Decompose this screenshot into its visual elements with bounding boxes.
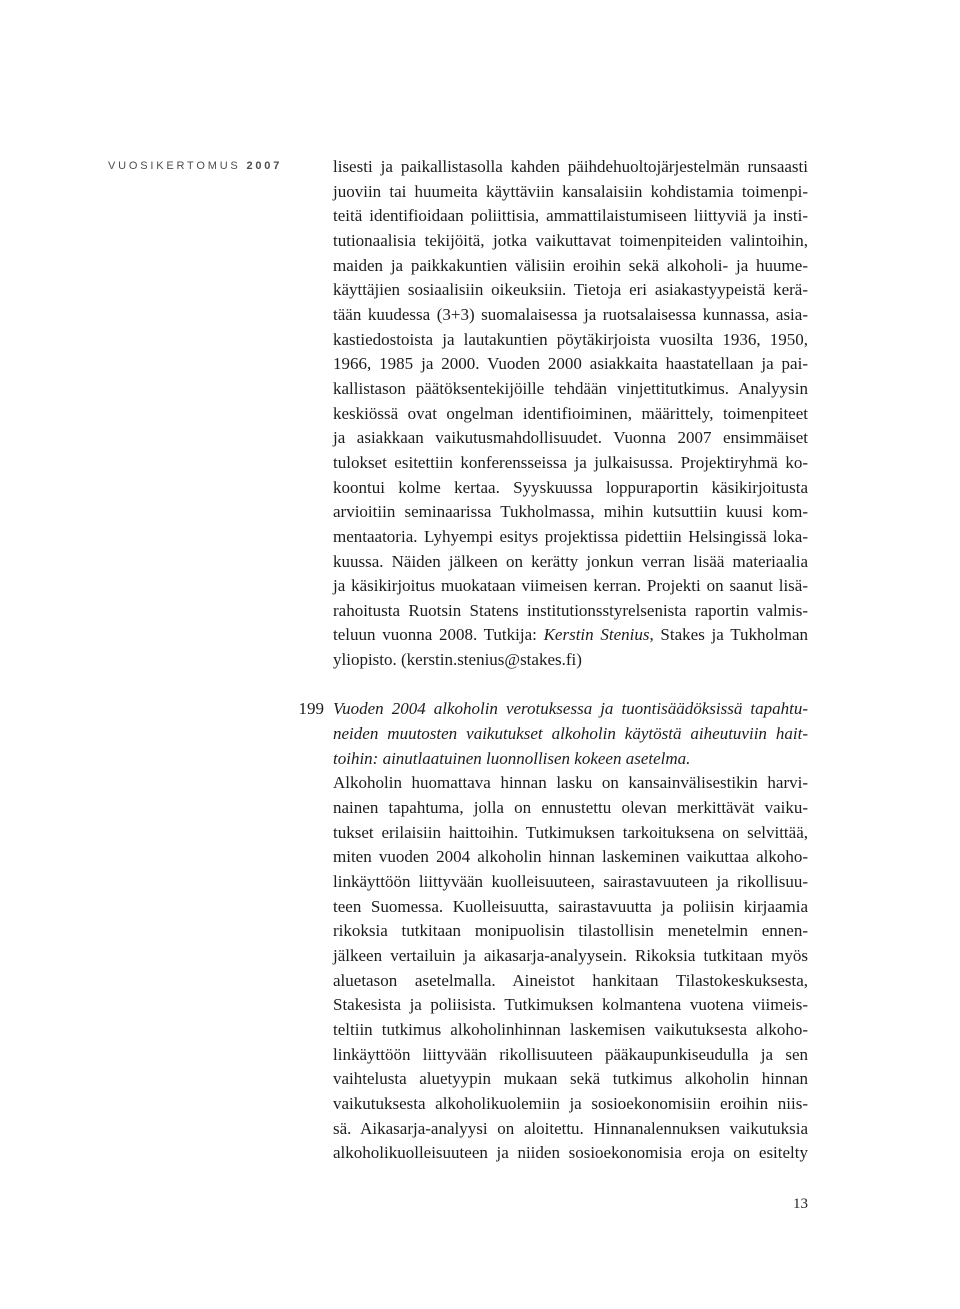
text-line: kallistason päätöksentekijöille tehdään vinjettitutkimus. Analyysin (333, 378, 808, 398)
project-entry (298, 697, 808, 1165)
text-line: vaihtelusta aluetyypin mukaan sekä tutkimus alkoholin hinnan (333, 1069, 808, 1089)
text-line: keskiössä ovat ongelman identifioiminen, määrittely, toimenpiteet (333, 403, 808, 423)
text-line: tään kuudessa (3+3) suomalaisessa ja ruotsalaisessa kunnassa, asia- (333, 304, 808, 324)
text-line: käyttäjien sosiaalisiin oikeuksiin. Tietoja eri asiakastyypeistä kerä- (333, 280, 808, 300)
text-line: alkoholikuolleisuuteen ja niiden sosioekonomisia eroja on esitelty (333, 1143, 808, 1163)
text-line: Alkoholin huomattava hinnan lasku on kansainvälisestikin harvi- (333, 773, 808, 793)
text-line: miten vuoden 2004 alkoholin hinnan laskeminen vaikuttaa alkoho- (333, 847, 808, 867)
text-line: tutionaalisia tekijöitä, jotka vaikuttavat toimenpiteiden valintoihin, (333, 230, 808, 250)
text-line: 1966, 1985 ja 2000. Vuoden 2000 asiakkaita haastatellaan ja pai- (333, 354, 808, 374)
text-line: rahoitusta Ruotsin Statens institutionsstyrelsenista raportin valmis- (333, 600, 808, 620)
text-line: kuussa. Näiden jälkeen on kerätty jonkun verran lisää materiaalia (333, 551, 808, 571)
text-line: sä. Aikasarja-analyysi on aloitettu. Hinnanalennuksen vaikutuksia (333, 1118, 808, 1138)
text-line: linkäyttöön liittyvään rikollisuuteen pääkaupunkiseudulla ja sen (333, 1044, 808, 1064)
text-line: tukset erilaisiin haittoihin. Tutkimuksen tarkoituksena on selvittää, (333, 822, 808, 842)
text-line: linkäyttöön liittyvään kuolleisuuteen, sairastavuuteen ja rikollisuu- (333, 872, 808, 892)
text-line: lisesti ja paikallistasolla kahden päihdehuoltojärjestelmän runsaasti (333, 157, 808, 176)
text-line: teltiin tutkimus alkoholinhinnan laskemisen vaikutuksesta alkoho- (333, 1019, 808, 1039)
text-line: vaikutuksesta alkoholikuolemiin ja sosioekonomisiin eroihin niis- (333, 1093, 808, 1113)
running-head-title: VUOSIKERTOMUS (108, 160, 241, 172)
running-head-year: 2007 (246, 160, 283, 172)
continued-paragraph (333, 155, 808, 673)
text-line: teitä identifioidaan poliittisia, ammattilaistumiseen liittyviä ja insti- (333, 206, 808, 226)
text-line: koontui kolme kertaa. Syyskuussa loppuraportin käsikirjoitusta (333, 477, 808, 497)
text-line: toihin: ainutlaatuinen luonnollisen kokeen asetelma. (333, 748, 691, 768)
page-number: 13 (793, 1196, 808, 1212)
text-line: rikoksia tutkitaan monipuolisin tilastollisin menetelmin ennen- (333, 921, 808, 941)
text-segment: teluun vuonna 2008. Tutkija: (333, 625, 544, 645)
text-line: Vuoden 2004 alkoholin verotuksessa ja tuontisäädöksissä tapahtu- (333, 699, 808, 719)
text-line: juoviin tai huumeita käyttäviin kansalaisiin kohdistamia toimenpi- (333, 181, 808, 201)
text-line: neiden muutosten vaikutukset alkoholin käytöstä aiheutuviin hait- (333, 724, 808, 744)
entry-title (333, 697, 808, 771)
text-line: teen Suomessa. Kuolleisuutta, sairastavuutta ja poliisin kirjaamia (333, 896, 808, 916)
text-line: maiden ja paikkakuntien välisiin eroihin sekä alkoholi- ja huume- (333, 255, 808, 275)
text-line: aluetason asetelmalla. Aineistot hankitaan Tilastokeskuksesta, (333, 970, 808, 990)
text-line: ja käsikirjoitus muokataan viimeisen kerran. Projekti on saanut lisä- (333, 576, 808, 596)
text-line: Stakesista ja poliisista. Tutkimuksen kolmantena vuotena viimeis- (333, 995, 808, 1015)
text-line: jälkeen vertailuin ja aikasarja-analyysein. Rikoksia tutkitaan myös (333, 945, 808, 965)
text-line: arvioitiin seminaarissa Tukholmassa, mihin kutsuttiin kuusi kom- (333, 502, 808, 522)
text-line: mentaatoria. Lyhyempi esitys projektissa pidettiin Helsingissä loka- (333, 526, 808, 546)
entry-body (333, 771, 808, 1166)
text-column (298, 155, 808, 1166)
text-line (333, 623, 808, 648)
text-line: kastiedostoista ja lautakuntien pöytäkirjoista vuosilta 1936, 1950, (333, 329, 808, 349)
text-line: tulokset esitettiin konferensseissa ja julkaisussa. Projektiryhmä ko- (333, 452, 808, 472)
entry-number: 199 (298, 699, 324, 719)
text-line: yliopisto. (kerstin.stenius@stakes.fi) (333, 650, 582, 670)
researcher-name: Kerstin Stenius (543, 625, 650, 645)
text-line: nainen tapahtuma, jolla on ennustettu olevan merkittävät vaiku- (333, 798, 808, 818)
text-segment: , Stakes ja Tukholman (649, 625, 808, 645)
running-head (108, 158, 282, 174)
text-line: ja asiakkaan vaikutusmahdollisuudet. Vuonna 2007 ensimmäiset (333, 428, 808, 448)
